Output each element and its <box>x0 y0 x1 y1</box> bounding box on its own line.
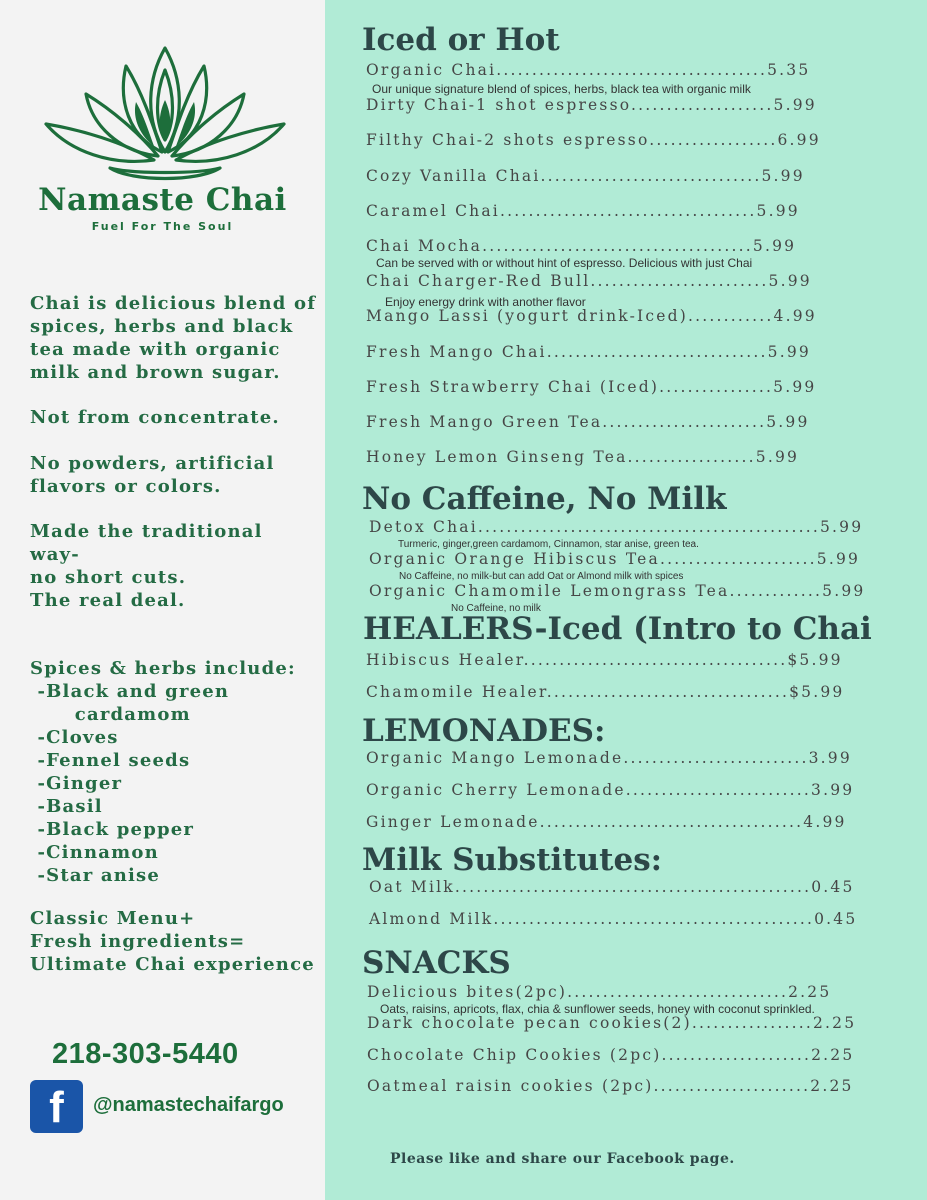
menu-item: Cozy Vanilla Chai...............................5.99 <box>366 167 805 185</box>
menu-item: Chocolate Chip Cookies (2pc).....................2.25 <box>367 1046 855 1064</box>
section-iced-or-hot-title: Iced or Hot <box>362 22 560 58</box>
menu-item: Almond Milk.............................................0.45 <box>369 910 858 928</box>
left-panel <box>0 0 325 1200</box>
item-description: Turmeric, ginger,green cardamom, Cinnamon, star anise, green tea. <box>398 539 699 550</box>
section-healers-title: HEALERS-Iced (Intro to Chai <box>363 611 872 647</box>
menu-item: Dark chocolate pecan cookies(2).................2.25 <box>367 1014 857 1032</box>
item-description: Enjoy energy drink with another flavor <box>385 295 586 309</box>
menu-item: Fresh Mango Green Tea.......................5.99 <box>366 413 810 431</box>
brand-name: Namaste Chai <box>38 182 287 218</box>
item-description: Our unique signature blend of spices, herbs, black tea with organic milk <box>372 82 751 96</box>
section-milk-substitutes-title: Milk Substitutes: <box>362 842 663 878</box>
facebook-icon[interactable]: f <box>30 1080 83 1133</box>
menu-item: Chai Charger-Red Bull.........................5.99 <box>366 272 812 290</box>
menu-item: Caramel Chai....................................5.99 <box>366 202 800 220</box>
facebook-handle[interactable]: @namastechaifargo <box>93 1094 284 1116</box>
no-powders-note: No powders, artificial flavors or colors. <box>30 453 275 497</box>
menu-item: Honey Lemon Ginseng Tea..................5.99 <box>366 448 800 466</box>
menu-item: Oatmeal raisin cookies (2pc)......................2.25 <box>367 1077 854 1095</box>
menu-item: Delicious bites(2pc)...............................2.25 <box>367 983 832 1001</box>
item-description: No Caffeine, no milk <box>451 603 541 614</box>
footer-note: Please like and share our Facebook page. <box>390 1151 735 1167</box>
menu-item: Chamomile Healer..................................$5.99 <box>366 683 845 701</box>
item-description: Oats, raisins, apricots, flax, chia & sunflower seeds, honey with coconut sprinkled. <box>380 1002 815 1016</box>
menu-item: Organic Cherry Lemonade..........................3.99 <box>366 781 855 799</box>
phone-number[interactable]: 218-303-5440 <box>52 1038 239 1070</box>
menu-item: Fresh Strawberry Chai (Iced)................5.99 <box>366 378 817 396</box>
traditional-note: Made the traditional way- no short cuts. The real deal. <box>30 521 263 611</box>
section-no-caffeine-title: No Caffeine, No Milk <box>362 481 727 517</box>
menu-item: Dirty Chai-1 shot espresso....................5.99 <box>366 96 817 114</box>
menu-item: Filthy Chai-2 shots espresso..................6.99 <box>366 131 821 149</box>
lotus-icon <box>40 40 290 190</box>
menu-item: Ginger Lemonade.....................................4.99 <box>366 813 847 831</box>
menu-item: Organic Chai......................................5.35 <box>366 61 811 79</box>
classic-menu-note: Classic Menu+ Fresh ingredients= Ultimate Chai experience <box>30 908 315 975</box>
menu-item: Organic Orange Hibiscus Tea......................5.99 <box>369 550 861 568</box>
menu-item: Mango Lassi (yogurt drink-Iced)............4.99 <box>366 307 817 325</box>
menu-item: Detox Chai................................................5.99 <box>369 518 864 536</box>
concentrate-note: Not from concentrate. <box>30 407 280 428</box>
brand-tagline: Fuel For The Soul <box>91 220 234 233</box>
intro-paragraph: Chai is delicious blend of spices, herbs and black tea made with organic milk and brown sugar. <box>30 293 317 383</box>
menu-item: Hibiscus Healer.....................................$5.99 <box>366 651 843 669</box>
spices-list: Spices & herbs include: -Black and green cardamom -Cloves -Fennel seeds -Ginger -Basil -Black pepper -Cinnamon -Star anise <box>30 658 296 886</box>
menu-item: Organic Mango Lemonade..........................3.99 <box>366 749 852 767</box>
menu-item: Fresh Mango Chai...............................5.99 <box>366 343 811 361</box>
menu-item: Oat Milk..................................................0.45 <box>369 878 855 896</box>
menu-item: Chai Mocha......................................5.99 <box>366 237 797 255</box>
section-snacks-title: SNACKS <box>362 945 511 981</box>
section-lemonades-title: LEMONADES: <box>362 713 606 749</box>
item-description: No Caffeine, no milk-but can add Oat or Almond milk with spices <box>399 571 684 582</box>
item-description: Can be served with or without hint of espresso. Delicious with just Chai <box>376 256 753 270</box>
menu-item: Organic Chamomile Lemongrass Tea.............5.99 <box>369 582 866 600</box>
